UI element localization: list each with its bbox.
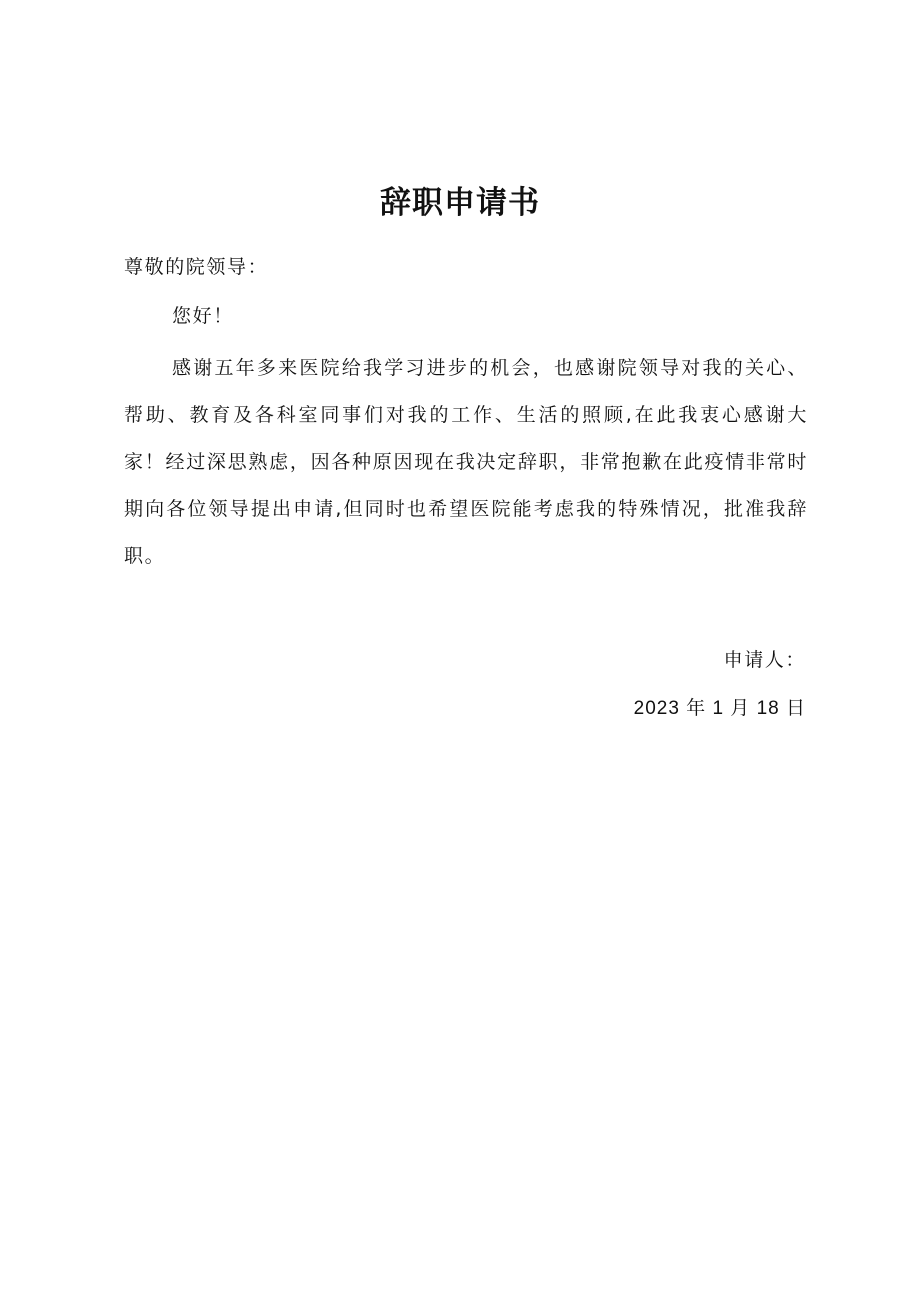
signature-label: 申请人： [723, 649, 806, 671]
greeting: 您好！ [172, 305, 234, 327]
salutation: 尊敬的院领导： [124, 256, 269, 278]
body-paragraph: 感谢五年多来医院给我学习进步的机会，也感谢院领导对我的关心、帮助、教育及各科室同事们对我的工作、生活的照顾,在此我衷心感谢大家！经过深思熟虑，因各种原因现在我决定辞职，非常抱歉在此疫情非常时期向各位领导提出申请,但同时也希望医院能考虑我的特殊情况，批准我辞职。 [124, 357, 808, 567]
signature-date: 2023 年 1 月 18 日 [633, 698, 806, 719]
document-title: 辞职申请书 [380, 185, 540, 221]
